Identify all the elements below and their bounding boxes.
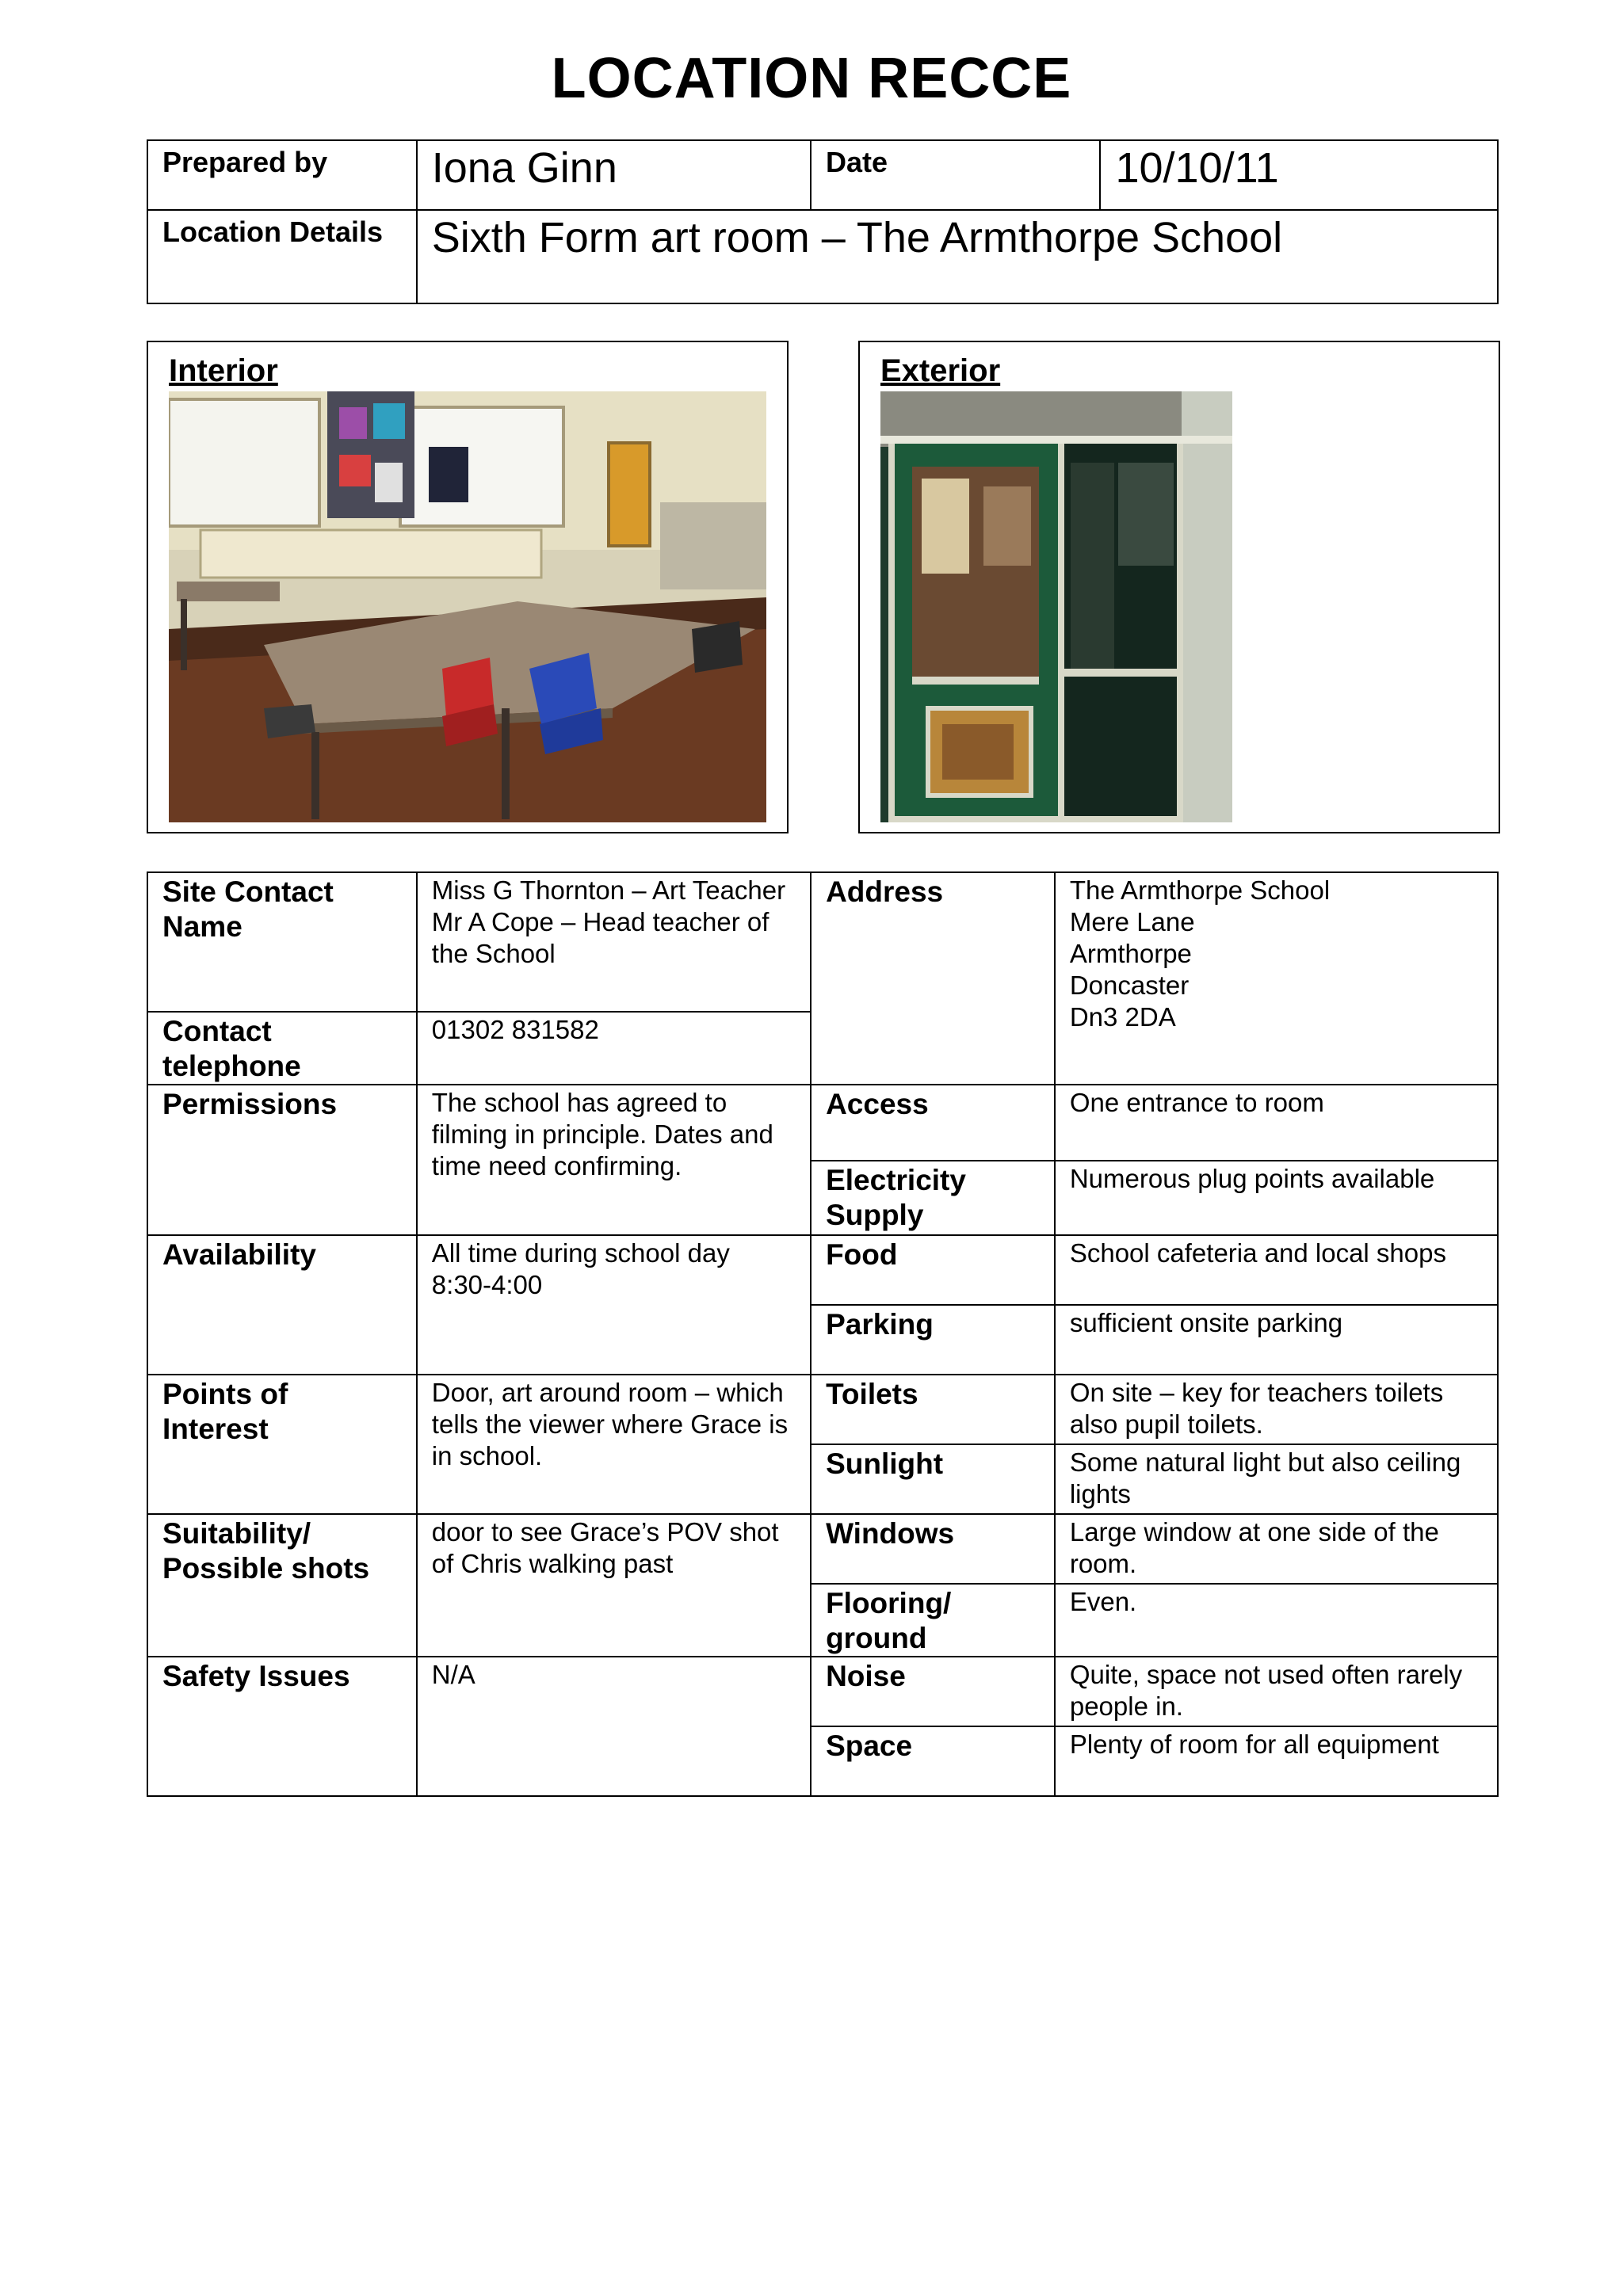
space-value: Plenty of room for all equipment: [1055, 1726, 1498, 1796]
contact-telephone-label: Contact telephone: [147, 1012, 417, 1085]
availability-line: All time during school day: [431, 1238, 730, 1268]
safety-issues-label: Safety Issues: [147, 1657, 417, 1796]
interior-label: Interior: [169, 353, 278, 388]
parking-value: sufficient onsite parking: [1055, 1305, 1498, 1375]
date-label: Date: [811, 140, 1100, 210]
permissions-label: Permissions: [147, 1085, 417, 1235]
flooring-value: Even.: [1055, 1584, 1498, 1657]
address-line: Dn3 2DA: [1069, 1002, 1176, 1032]
exterior-photo: [880, 391, 1232, 822]
food-label: Food: [811, 1235, 1055, 1305]
header-table: [147, 139, 1499, 304]
safety-issues-value: N/A: [417, 1657, 811, 1796]
points-of-interest-value: Door, art around room – which tells the viewer where Grace is in school.: [417, 1375, 811, 1514]
noise-value: Quite, space not used often rarely people in.: [1055, 1657, 1498, 1726]
suitability-value: door to see Grace’s POV shot of Chris walking past: [417, 1514, 811, 1657]
points-of-interest-label: Points of Interest: [147, 1375, 417, 1514]
prepared-by-value: Iona Ginn: [417, 140, 811, 210]
sunlight-label: Sunlight: [811, 1444, 1055, 1514]
location-details-label: Location Details: [147, 210, 417, 303]
permissions-value: The school has agreed to filming in principle. Dates and time need confirming.: [417, 1085, 811, 1235]
address-line: Armthorpe: [1069, 939, 1192, 968]
access-value: One entrance to room: [1055, 1085, 1498, 1161]
suitability-label: Suitability/ Possible shots: [147, 1514, 417, 1657]
electricity-value: Numerous plug points available: [1055, 1161, 1498, 1235]
site-contact-line: Mr A Cope – Head teacher of the School: [431, 907, 769, 968]
prepared-by-label: Prepared by: [147, 140, 417, 210]
address-line: Doncaster: [1069, 971, 1190, 1000]
interior-photo: [169, 391, 766, 822]
page-title: LOCATION RECCE: [551, 47, 1072, 110]
noise-label: Noise: [811, 1657, 1055, 1726]
flooring-label: Flooring/ ground: [811, 1584, 1055, 1657]
toilets-label: Toilets: [811, 1375, 1055, 1444]
location-details-value: Sixth Form art room – The Armthorpe School: [417, 210, 1498, 303]
exterior-photo-box: [858, 341, 1500, 833]
address-line: The Armthorpe School: [1069, 875, 1331, 905]
contact-telephone-value: 01302 831582: [417, 1012, 811, 1085]
availability-value: [417, 1235, 811, 1375]
electricity-label: Electricity Supply: [811, 1161, 1055, 1235]
toilets-value: On site – key for teachers toilets also pupil toilets.: [1055, 1375, 1498, 1444]
site-contact-label: Site Contact Name: [147, 872, 417, 1012]
details-table: [147, 871, 1499, 1797]
address-label: Address: [811, 872, 1055, 1085]
date-value: 10/10/11: [1100, 140, 1498, 210]
interior-photo-box: [147, 341, 789, 833]
address-line: Mere Lane: [1069, 907, 1195, 936]
exterior-label: Exterior: [880, 353, 1001, 388]
space-label: Space: [811, 1726, 1055, 1796]
availability-line: 8:30-4:00: [431, 1270, 543, 1299]
site-contact-line: Miss G Thornton – Art Teacher: [431, 875, 786, 905]
sunlight-value: Some natural light but also ceiling lights: [1055, 1444, 1498, 1514]
windows-label: Windows: [811, 1514, 1055, 1584]
address-value: [1055, 872, 1498, 1085]
site-contact-value: [417, 872, 811, 1012]
parking-label: Parking: [811, 1305, 1055, 1375]
access-label: Access: [811, 1085, 1055, 1161]
food-value: School cafeteria and local shops: [1055, 1235, 1498, 1305]
windows-value: Large window at one side of the room.: [1055, 1514, 1498, 1584]
availability-label: Availability: [147, 1235, 417, 1375]
